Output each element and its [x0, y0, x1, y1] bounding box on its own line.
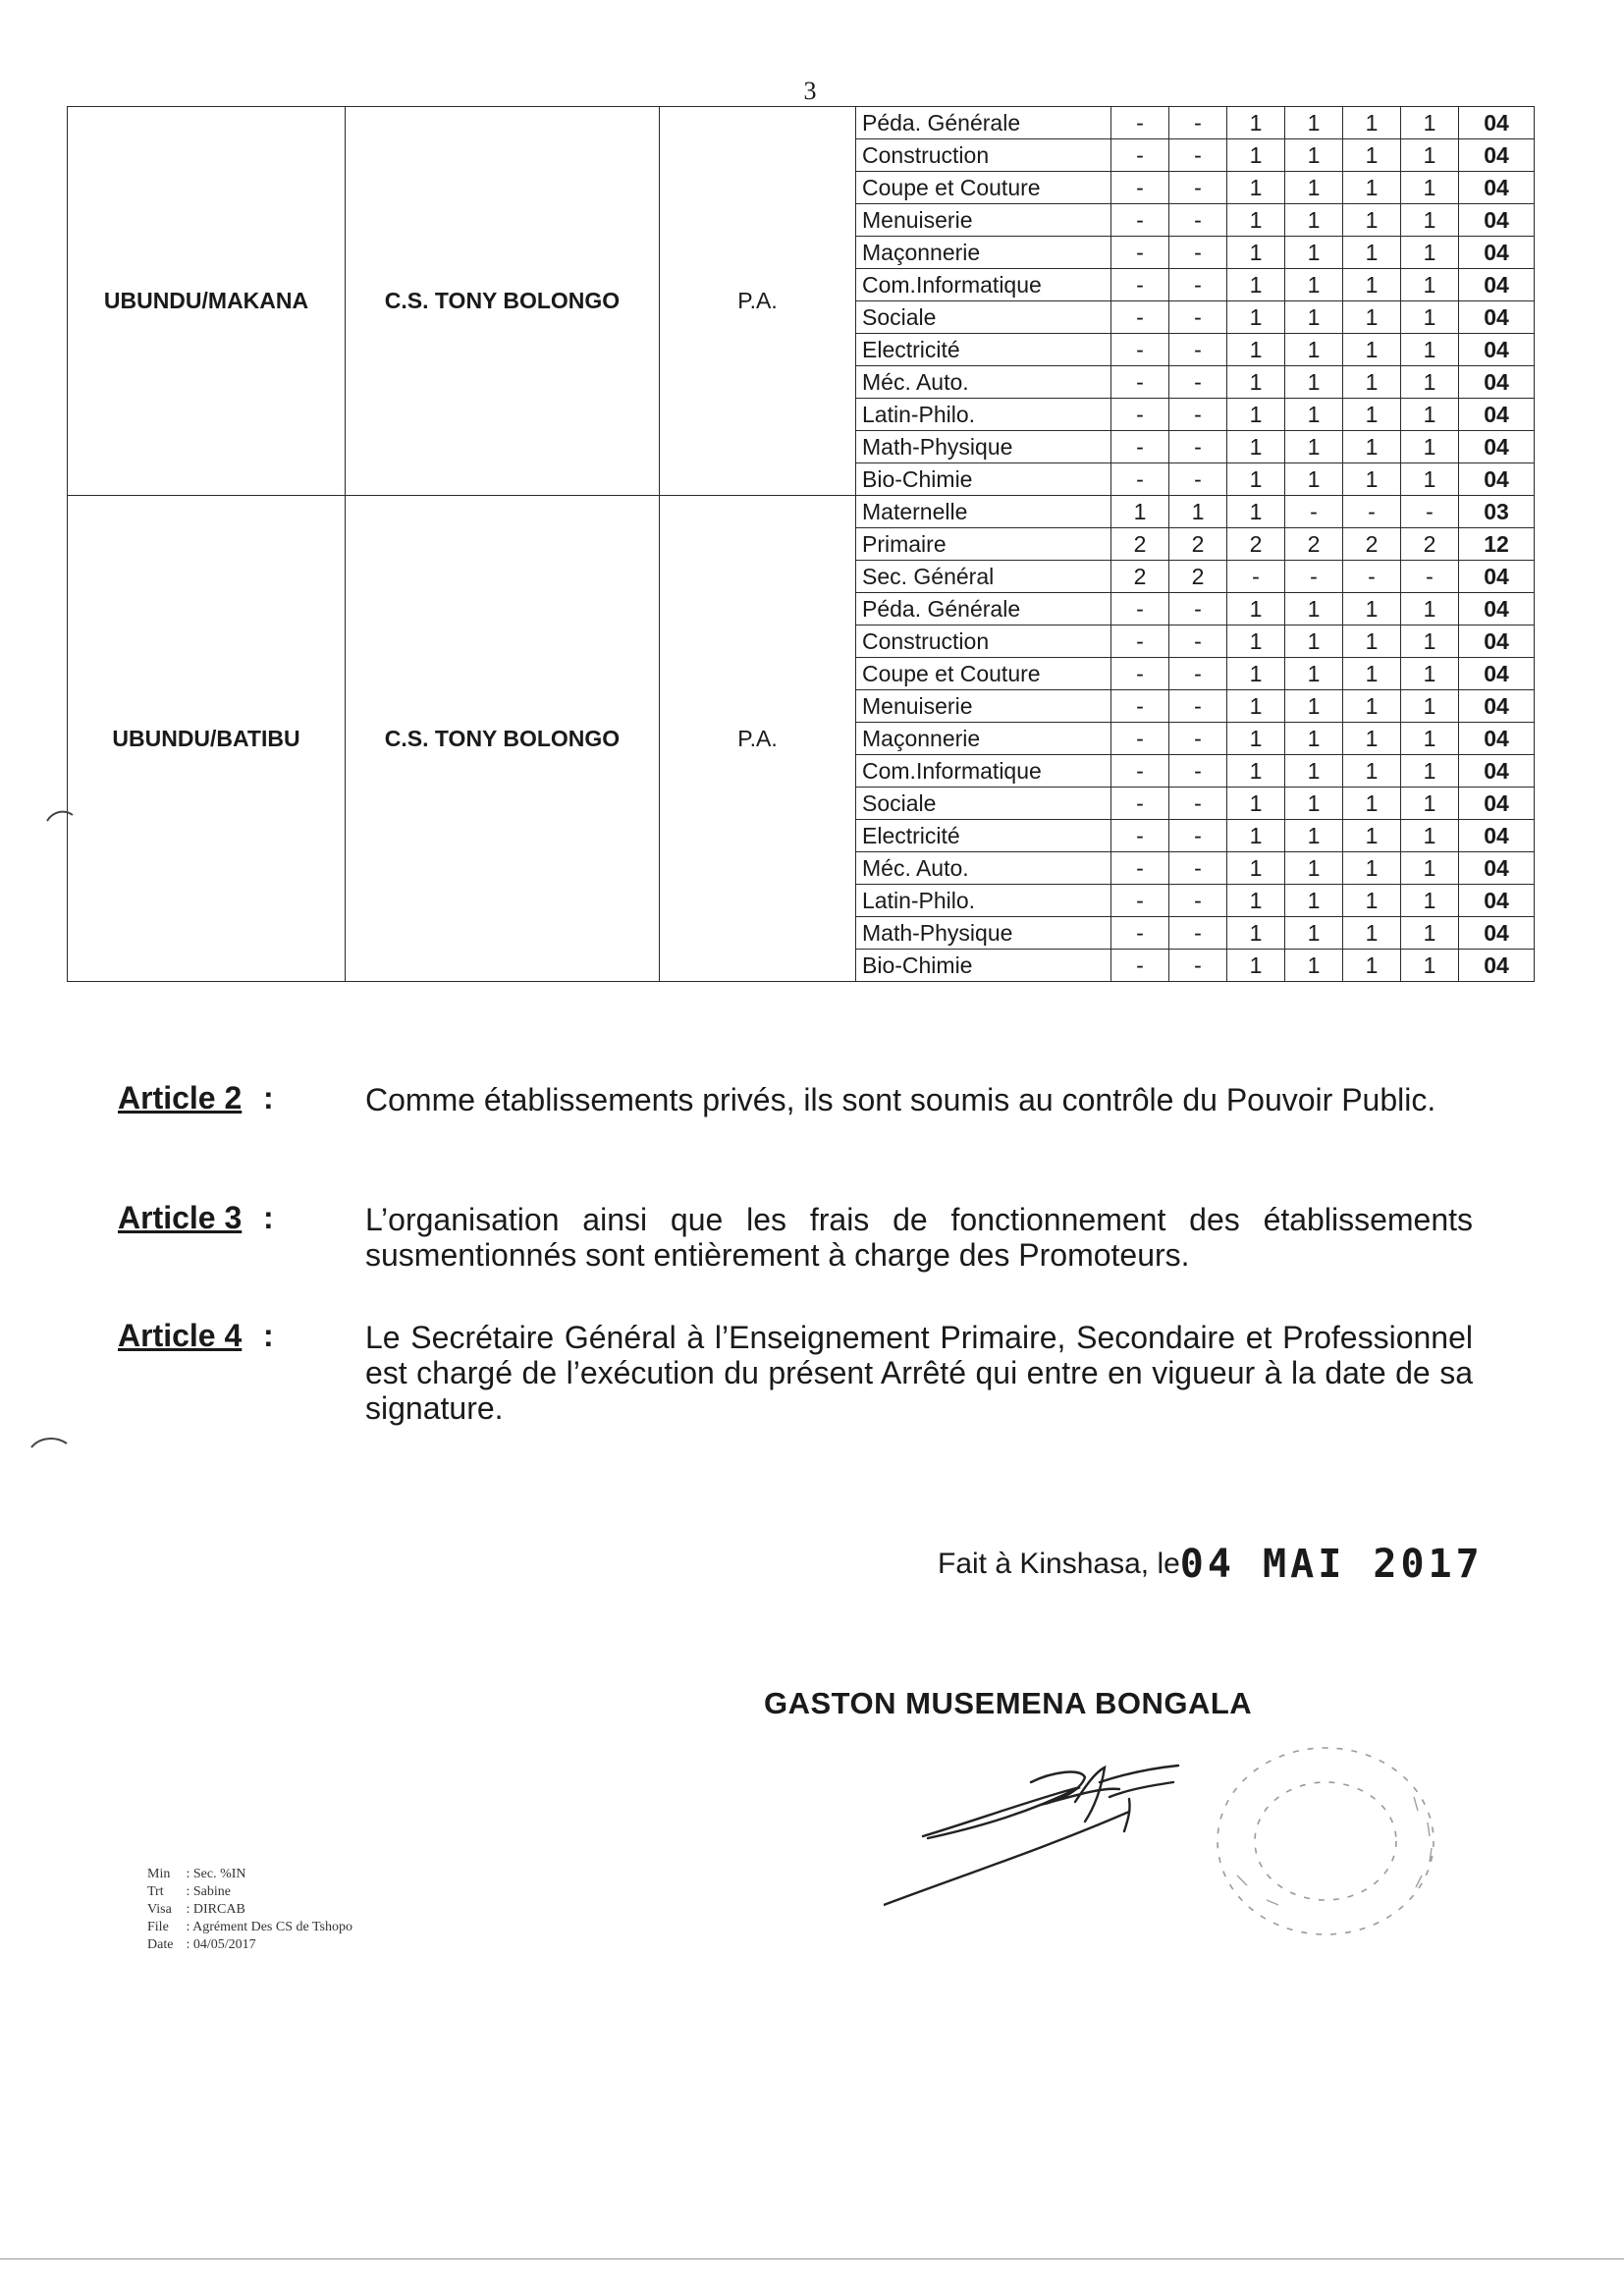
- class-count-cell: 1: [1401, 658, 1459, 690]
- school-cell: C.S. TONY BOLONGO: [346, 496, 660, 982]
- class-count-cell: 1: [1401, 723, 1459, 755]
- class-count-cell: 1: [1343, 204, 1401, 237]
- class-count-cell: -: [1401, 496, 1459, 528]
- class-count-cell: 1: [1227, 755, 1285, 788]
- class-count-cell: 1: [1343, 755, 1401, 788]
- class-count-cell: -: [1169, 269, 1227, 301]
- regime-cell: P.A.: [660, 496, 856, 982]
- class-count-cell: 2: [1169, 528, 1227, 561]
- class-count-cell: 1: [1343, 269, 1401, 301]
- total-cell: 04: [1459, 269, 1535, 301]
- option-cell: Latin-Philo.: [856, 399, 1111, 431]
- class-count-cell: 1: [1285, 917, 1343, 950]
- article-colon: :: [263, 1200, 274, 1235]
- class-count-cell: 1: [1401, 690, 1459, 723]
- option-cell: Maternelle: [856, 496, 1111, 528]
- class-count-cell: 1: [1285, 950, 1343, 982]
- class-count-cell: -: [1111, 139, 1169, 172]
- option-cell: Méc. Auto.: [856, 366, 1111, 399]
- class-count-cell: 1: [1285, 788, 1343, 820]
- total-cell: 04: [1459, 625, 1535, 658]
- total-cell: 04: [1459, 366, 1535, 399]
- total-cell: 04: [1459, 690, 1535, 723]
- class-count-cell: 1: [1401, 625, 1459, 658]
- class-count-cell: 1: [1285, 755, 1343, 788]
- page-number: 3: [803, 77, 817, 105]
- total-cell: 04: [1459, 561, 1535, 593]
- article-colon: :: [263, 1318, 274, 1353]
- option-cell: Sec. Général: [856, 561, 1111, 593]
- reference-key: Date: [147, 1937, 174, 1952]
- signer-name: GASTON MUSEMENA BONGALA: [764, 1686, 1253, 1720]
- class-count-cell: -: [1169, 204, 1227, 237]
- class-count-cell: 1: [1285, 301, 1343, 334]
- total-cell: 04: [1459, 107, 1535, 139]
- article-text: Le Secrétaire Général à l’Enseignement Primaire, Secondaire et Professionnel est chargé de l’exécution du présent Arrêté qui entre en vigueur à la date de sa signature.: [365, 1320, 1473, 1426]
- option-cell: Math-Physique: [856, 431, 1111, 463]
- class-count-cell: 1: [1227, 625, 1285, 658]
- class-count-cell: 1: [1227, 237, 1285, 269]
- class-count-cell: -: [1169, 950, 1227, 982]
- class-count-cell: 1: [1111, 496, 1169, 528]
- class-count-cell: 1: [1285, 366, 1343, 399]
- reference-row: Visa : DIRCAB: [147, 1902, 245, 1917]
- option-cell: Com.Informatique: [856, 755, 1111, 788]
- class-count-cell: -: [1111, 625, 1169, 658]
- class-count-cell: 1: [1227, 204, 1285, 237]
- class-count-cell: 1: [1401, 204, 1459, 237]
- article-text: L’organisation ainsi que les frais de fonctionnement des établissements susmentionnés sont entièrement à charge des Promoteurs.: [365, 1202, 1473, 1273]
- place-prefix: Fait à Kinshasa, le: [938, 1548, 1180, 1580]
- schools-table: [67, 106, 1535, 982]
- class-count-cell: 1: [1227, 852, 1285, 885]
- class-count-cell: 1: [1285, 107, 1343, 139]
- class-count-cell: -: [1111, 593, 1169, 625]
- reference-row: Min : Sec. %IN: [147, 1867, 246, 1881]
- class-count-cell: 2: [1401, 528, 1459, 561]
- total-cell: 04: [1459, 593, 1535, 625]
- date-stamp: 04 MAI 2017: [1179, 1542, 1484, 1587]
- class-count-cell: 1: [1401, 950, 1459, 982]
- location-cell: UBUNDU/MAKANA: [68, 107, 346, 496]
- class-count-cell: 2: [1111, 528, 1169, 561]
- punch-mark: [29, 1432, 69, 1451]
- option-cell: Com.Informatique: [856, 269, 1111, 301]
- class-count-cell: 1: [1343, 723, 1401, 755]
- class-count-cell: 1: [1285, 690, 1343, 723]
- class-count-cell: -: [1111, 366, 1169, 399]
- total-cell: 04: [1459, 917, 1535, 950]
- reference-row: File : Agrément Des CS de Tshopo: [147, 1920, 352, 1934]
- option-cell: Latin-Philo.: [856, 885, 1111, 917]
- class-count-cell: 1: [1401, 237, 1459, 269]
- class-count-cell: 2: [1285, 528, 1343, 561]
- class-count-cell: 1: [1227, 301, 1285, 334]
- class-count-cell: 1: [1343, 593, 1401, 625]
- article-colon: :: [263, 1080, 274, 1115]
- reference-key: Trt: [147, 1884, 164, 1899]
- class-count-cell: 1: [1401, 463, 1459, 496]
- option-cell: Bio-Chimie: [856, 463, 1111, 496]
- class-count-cell: 1: [1401, 593, 1459, 625]
- class-count-cell: 1: [1285, 237, 1343, 269]
- option-cell: Construction: [856, 139, 1111, 172]
- reference-key: Visa: [147, 1902, 172, 1917]
- class-count-cell: 1: [1227, 950, 1285, 982]
- class-count-cell: 1: [1169, 496, 1227, 528]
- reference-value: DIRCAB: [192, 1902, 245, 1917]
- class-count-cell: -: [1111, 204, 1169, 237]
- class-count-cell: 1: [1343, 820, 1401, 852]
- class-count-cell: -: [1111, 237, 1169, 269]
- class-count-cell: -: [1111, 399, 1169, 431]
- class-count-cell: -: [1169, 625, 1227, 658]
- total-cell: 04: [1459, 950, 1535, 982]
- class-count-cell: 1: [1227, 820, 1285, 852]
- option-cell: Maçonnerie: [856, 237, 1111, 269]
- bottom-rule: [0, 2258, 1624, 2259]
- reference-key: Min: [147, 1867, 171, 1881]
- class-count-cell: -: [1169, 139, 1227, 172]
- regime-cell: P.A.: [660, 107, 856, 496]
- total-cell: 04: [1459, 334, 1535, 366]
- total-cell: 04: [1459, 301, 1535, 334]
- class-count-cell: 1: [1401, 755, 1459, 788]
- class-count-cell: -: [1111, 269, 1169, 301]
- option-cell: Méc. Auto.: [856, 852, 1111, 885]
- class-count-cell: -: [1285, 561, 1343, 593]
- total-cell: 03: [1459, 496, 1535, 528]
- class-count-cell: -: [1169, 593, 1227, 625]
- class-count-cell: -: [1169, 788, 1227, 820]
- option-cell: Electricité: [856, 820, 1111, 852]
- class-count-cell: 1: [1285, 431, 1343, 463]
- class-count-cell: 1: [1401, 172, 1459, 204]
- class-count-cell: 1: [1285, 593, 1343, 625]
- class-count-cell: 1: [1343, 625, 1401, 658]
- class-count-cell: 1: [1285, 625, 1343, 658]
- class-count-cell: 1: [1401, 107, 1459, 139]
- option-cell: Péda. Générale: [856, 593, 1111, 625]
- class-count-cell: 1: [1285, 269, 1343, 301]
- class-count-cell: -: [1111, 431, 1169, 463]
- option-cell: Construction: [856, 625, 1111, 658]
- option-cell: Coupe et Couture: [856, 658, 1111, 690]
- option-cell: Sociale: [856, 301, 1111, 334]
- class-count-cell: 1: [1285, 723, 1343, 755]
- class-count-cell: -: [1343, 496, 1401, 528]
- total-cell: 04: [1459, 139, 1535, 172]
- class-count-cell: 1: [1401, 334, 1459, 366]
- class-count-cell: 2: [1227, 528, 1285, 561]
- class-count-cell: 1: [1285, 139, 1343, 172]
- class-count-cell: 2: [1169, 561, 1227, 593]
- class-count-cell: -: [1169, 463, 1227, 496]
- class-count-cell: 1: [1285, 334, 1343, 366]
- class-count-cell: 1: [1285, 820, 1343, 852]
- handwritten-signature: [884, 1728, 1237, 1925]
- option-cell: Bio-Chimie: [856, 950, 1111, 982]
- class-count-cell: -: [1111, 334, 1169, 366]
- class-count-cell: 1: [1227, 139, 1285, 172]
- class-count-cell: 1: [1227, 496, 1285, 528]
- class-count-cell: -: [1169, 690, 1227, 723]
- total-cell: 04: [1459, 431, 1535, 463]
- class-count-cell: 1: [1227, 431, 1285, 463]
- class-count-cell: 1: [1343, 334, 1401, 366]
- class-count-cell: -: [1169, 917, 1227, 950]
- class-count-cell: 1: [1343, 463, 1401, 496]
- reference-value: Agrément Des CS de Tshopo: [192, 1920, 352, 1934]
- option-cell: Maçonnerie: [856, 723, 1111, 755]
- class-count-cell: -: [1227, 561, 1285, 593]
- table-row: [68, 496, 1535, 528]
- class-count-cell: 1: [1227, 334, 1285, 366]
- reference-row: Date : 04/05/2017: [147, 1937, 256, 1952]
- class-count-cell: -: [1285, 496, 1343, 528]
- option-cell: Electricité: [856, 334, 1111, 366]
- total-cell: 04: [1459, 172, 1535, 204]
- class-count-cell: -: [1111, 852, 1169, 885]
- total-cell: 04: [1459, 658, 1535, 690]
- class-count-cell: 1: [1401, 269, 1459, 301]
- class-count-cell: 1: [1227, 658, 1285, 690]
- class-count-cell: -: [1111, 820, 1169, 852]
- class-count-cell: -: [1401, 561, 1459, 593]
- class-count-cell: -: [1111, 723, 1169, 755]
- class-count-cell: 1: [1227, 788, 1285, 820]
- class-count-cell: 1: [1343, 107, 1401, 139]
- class-count-cell: 1: [1343, 885, 1401, 917]
- place-and-date: [938, 1542, 1484, 1587]
- class-count-cell: 1: [1401, 788, 1459, 820]
- option-cell: Sociale: [856, 788, 1111, 820]
- total-cell: 12: [1459, 528, 1535, 561]
- class-count-cell: 1: [1401, 139, 1459, 172]
- class-count-cell: 1: [1401, 820, 1459, 852]
- class-count-cell: 2: [1343, 528, 1401, 561]
- class-count-cell: 1: [1227, 690, 1285, 723]
- class-count-cell: 1: [1401, 917, 1459, 950]
- class-count-cell: 1: [1343, 139, 1401, 172]
- option-cell: Menuiserie: [856, 690, 1111, 723]
- total-cell: 04: [1459, 852, 1535, 885]
- option-cell: Primaire: [856, 528, 1111, 561]
- total-cell: 04: [1459, 788, 1535, 820]
- class-count-cell: -: [1169, 172, 1227, 204]
- class-count-cell: 1: [1401, 399, 1459, 431]
- class-count-cell: 1: [1343, 172, 1401, 204]
- reference-value: 04/05/2017: [192, 1937, 256, 1952]
- class-count-cell: 1: [1401, 431, 1459, 463]
- class-count-cell: -: [1169, 431, 1227, 463]
- class-count-cell: 1: [1227, 723, 1285, 755]
- reference-key: File: [147, 1920, 169, 1934]
- reference-value: Sabine: [192, 1884, 231, 1899]
- punch-mark: [45, 805, 75, 825]
- reference-block: [147, 1866, 352, 1954]
- class-count-cell: 1: [1285, 885, 1343, 917]
- school-cell: C.S. TONY BOLONGO: [346, 107, 660, 496]
- class-count-cell: 1: [1227, 885, 1285, 917]
- class-count-cell: -: [1169, 852, 1227, 885]
- class-count-cell: 1: [1285, 204, 1343, 237]
- class-count-cell: -: [1169, 366, 1227, 399]
- class-count-cell: -: [1169, 658, 1227, 690]
- total-cell: 04: [1459, 755, 1535, 788]
- class-count-cell: -: [1111, 755, 1169, 788]
- class-count-cell: 2: [1111, 561, 1169, 593]
- class-count-cell: -: [1111, 107, 1169, 139]
- total-cell: 04: [1459, 463, 1535, 496]
- total-cell: 04: [1459, 237, 1535, 269]
- class-count-cell: 1: [1343, 237, 1401, 269]
- class-count-cell: 1: [1343, 917, 1401, 950]
- class-count-cell: 1: [1343, 399, 1401, 431]
- class-count-cell: -: [1111, 463, 1169, 496]
- option-cell: Péda. Générale: [856, 107, 1111, 139]
- class-count-cell: -: [1169, 885, 1227, 917]
- class-count-cell: -: [1169, 334, 1227, 366]
- location-cell: UBUNDU/BATIBU: [68, 496, 346, 982]
- table-row: [68, 107, 1535, 139]
- class-count-cell: 1: [1343, 690, 1401, 723]
- class-count-cell: 1: [1227, 269, 1285, 301]
- reference-row: Trt : Sabine: [147, 1884, 231, 1899]
- total-cell: 04: [1459, 820, 1535, 852]
- article-text: Comme établissements privés, ils sont soumis au contrôle du Pouvoir Public.: [365, 1082, 1436, 1117]
- article-label: Article 3: [118, 1200, 243, 1235]
- class-count-cell: 1: [1343, 950, 1401, 982]
- total-cell: 04: [1459, 885, 1535, 917]
- class-count-cell: -: [1169, 107, 1227, 139]
- class-count-cell: 1: [1285, 399, 1343, 431]
- class-count-cell: 1: [1343, 431, 1401, 463]
- class-count-cell: 1: [1285, 852, 1343, 885]
- class-count-cell: 1: [1227, 366, 1285, 399]
- option-cell: Coupe et Couture: [856, 172, 1111, 204]
- class-count-cell: -: [1111, 917, 1169, 950]
- class-count-cell: -: [1111, 301, 1169, 334]
- class-count-cell: 1: [1401, 852, 1459, 885]
- class-count-cell: 1: [1401, 366, 1459, 399]
- class-count-cell: -: [1169, 301, 1227, 334]
- class-count-cell: 1: [1401, 885, 1459, 917]
- class-count-cell: -: [1169, 399, 1227, 431]
- class-count-cell: -: [1343, 561, 1401, 593]
- class-count-cell: 1: [1401, 301, 1459, 334]
- option-cell: Math-Physique: [856, 917, 1111, 950]
- class-count-cell: 1: [1227, 593, 1285, 625]
- class-count-cell: 1: [1285, 463, 1343, 496]
- class-count-cell: -: [1169, 820, 1227, 852]
- reference-value: Sec. %IN: [192, 1867, 246, 1881]
- class-count-cell: 1: [1343, 658, 1401, 690]
- class-count-cell: 1: [1227, 107, 1285, 139]
- class-count-cell: -: [1169, 755, 1227, 788]
- class-count-cell: 1: [1343, 852, 1401, 885]
- class-count-cell: -: [1111, 690, 1169, 723]
- class-count-cell: -: [1111, 658, 1169, 690]
- official-stamp: [1208, 1728, 1463, 1954]
- class-count-cell: -: [1169, 723, 1227, 755]
- schools-table-body: [68, 107, 1535, 982]
- total-cell: 04: [1459, 723, 1535, 755]
- article-label: Article 2: [118, 1080, 243, 1115]
- article-label: Article 4: [118, 1318, 243, 1353]
- class-count-cell: 1: [1285, 172, 1343, 204]
- total-cell: 04: [1459, 399, 1535, 431]
- class-count-cell: -: [1111, 788, 1169, 820]
- class-count-cell: -: [1111, 950, 1169, 982]
- class-count-cell: 1: [1227, 172, 1285, 204]
- class-count-cell: -: [1111, 885, 1169, 917]
- class-count-cell: 1: [1227, 463, 1285, 496]
- class-count-cell: -: [1111, 172, 1169, 204]
- option-cell: Menuiserie: [856, 204, 1111, 237]
- class-count-cell: 1: [1227, 917, 1285, 950]
- class-count-cell: 1: [1343, 301, 1401, 334]
- class-count-cell: 1: [1343, 366, 1401, 399]
- class-count-cell: -: [1169, 237, 1227, 269]
- class-count-cell: 1: [1227, 399, 1285, 431]
- total-cell: 04: [1459, 204, 1535, 237]
- class-count-cell: 1: [1343, 788, 1401, 820]
- class-count-cell: 1: [1285, 658, 1343, 690]
